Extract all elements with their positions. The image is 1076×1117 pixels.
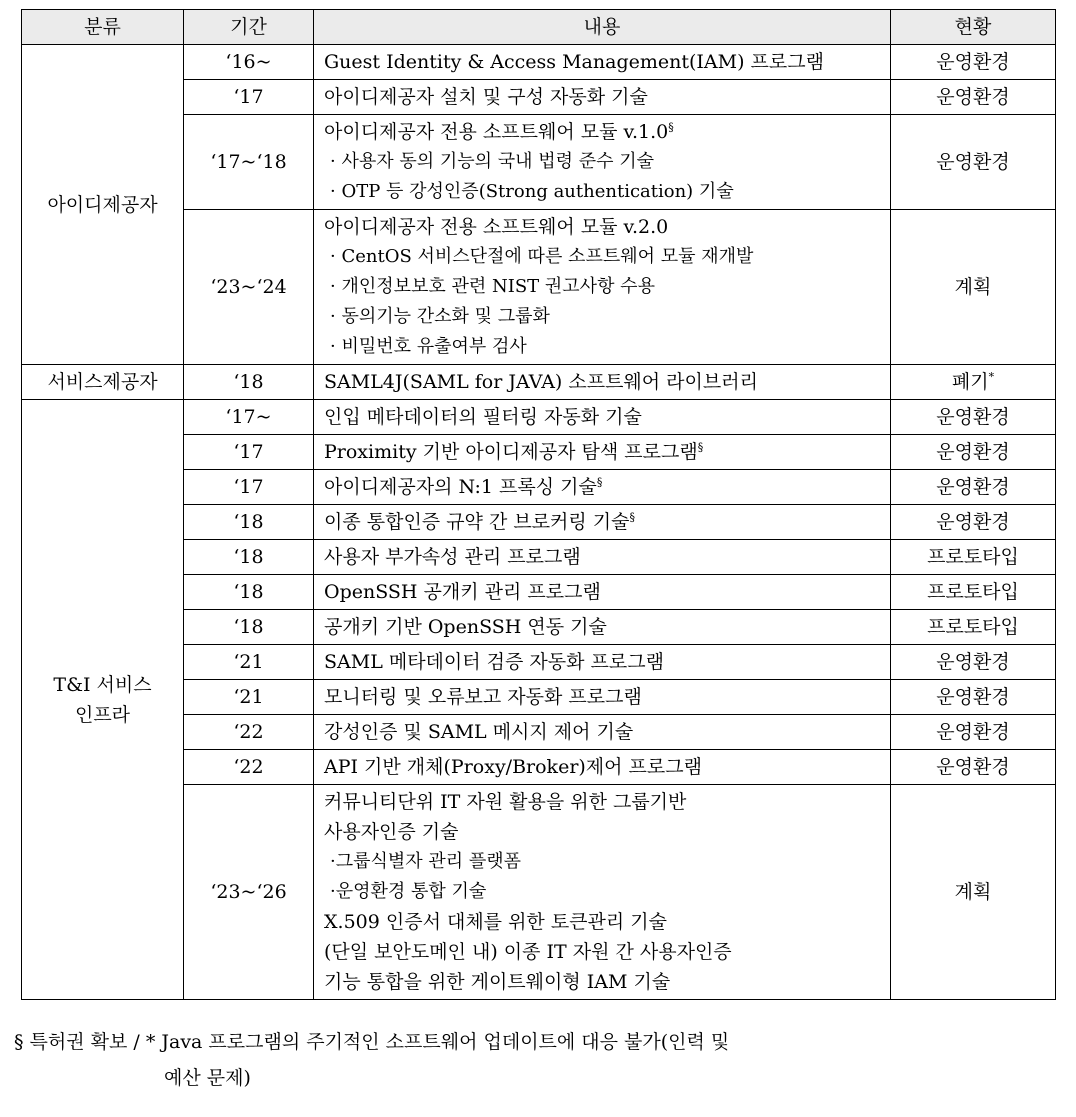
- period-cell: ‘17: [184, 435, 314, 470]
- status-cell: 운영환경: [891, 470, 1056, 505]
- content-cell: 사용자 부가속성 관리 프로그램: [314, 540, 891, 575]
- header-status: 현황: [891, 10, 1056, 45]
- status-cell: 운영환경: [891, 400, 1056, 435]
- header-category: 분류: [22, 10, 184, 45]
- status-cell: 운영환경: [891, 435, 1056, 470]
- status-cell: 운영환경: [891, 750, 1056, 785]
- patent-mark: §: [629, 510, 636, 524]
- content-cell: 모니터링 및 오류보고 자동화 프로그램: [314, 680, 891, 715]
- header-content: 내용: [314, 10, 891, 45]
- patent-mark: §: [596, 475, 603, 489]
- content-cell: Proximity 기반 아이디제공자 탐색 프로그램§: [314, 435, 891, 470]
- table-row: [22, 365, 1056, 400]
- period-cell: ‘17~‘18: [184, 115, 314, 210]
- status-cell: 운영환경: [891, 115, 1056, 210]
- status-cell: 운영환경: [891, 505, 1056, 540]
- footnote-line-1: § 특허권 확보 / * Java 프로그램의 주기적인 소프트웨어 업데이트에 대응 불가(인력 및: [14, 1031, 730, 1053]
- content-cell: 인입 메타데이터의 필터링 자동화 기술: [314, 400, 891, 435]
- content-cell: Guest Identity & Access Management(IAM) 프로그램: [314, 45, 891, 80]
- header-row: [22, 10, 1056, 45]
- status-cell: 운영환경: [891, 645, 1056, 680]
- period-cell: ‘18: [184, 540, 314, 575]
- period-cell: ‘18: [184, 575, 314, 610]
- patent-mark: §: [697, 440, 704, 454]
- period-cell: ‘23~‘24: [184, 210, 314, 365]
- footnote: [14, 1024, 1074, 1096]
- status-cell: 폐기*: [891, 365, 1056, 400]
- period-cell: ‘17~: [184, 400, 314, 435]
- patent-mark: §: [668, 120, 674, 134]
- status-cell: 프로토타입: [891, 540, 1056, 575]
- table-row: [22, 400, 1056, 435]
- period-cell: ‘16~: [184, 45, 314, 80]
- content-cell: 아이디제공자 전용 소프트웨어 모듈 v.2.0 · CentOS 서비스단절에 따른 소프트웨어 모듈 재개발 · 개인정보보호 관련 NIST 권고사항 수용 · 동의기능 간소화 및 그룹화 · 비밀번호 유출여부 검사: [314, 210, 891, 365]
- category-cell-idp: 아이디제공자: [22, 45, 184, 365]
- content-cell: SAML 메타데이터 검증 자동화 프로그램: [314, 645, 891, 680]
- content-cell: OpenSSH 공개키 관리 프로그램: [314, 575, 891, 610]
- period-cell: ‘18: [184, 610, 314, 645]
- status-cell: 운영환경: [891, 680, 1056, 715]
- content-cell: 아이디제공자의 N:1 프록싱 기술§: [314, 470, 891, 505]
- category-cell-infra: T&I 서비스 인프라: [22, 400, 184, 1000]
- content-cell: SAML4J(SAML for JAVA) 소프트웨어 라이브러리: [314, 365, 891, 400]
- content-cell: 강성인증 및 SAML 메시지 제어 기술: [314, 715, 891, 750]
- technology-table: [21, 9, 1056, 1000]
- header-period: 기간: [184, 10, 314, 45]
- period-cell: ‘17: [184, 80, 314, 115]
- status-cell: 프로토타입: [891, 610, 1056, 645]
- status-cell: 운영환경: [891, 80, 1056, 115]
- period-cell: ‘22: [184, 715, 314, 750]
- status-cell: 계획: [891, 210, 1056, 365]
- period-cell: ‘18: [184, 505, 314, 540]
- status-cell: 프로토타입: [891, 575, 1056, 610]
- discontinued-mark: *: [988, 370, 995, 384]
- content-cell: 공개키 기반 OpenSSH 연동 기술: [314, 610, 891, 645]
- period-cell: ‘23~‘26: [184, 785, 314, 1000]
- category-cell-sp: 서비스제공자: [22, 365, 184, 400]
- footnote-line-2: 예산 문제): [164, 1067, 251, 1089]
- content-cell: 커뮤니티단위 IT 자원 활용을 위한 그룹기반 사용자인증 기술 ·그룹식별자 관리 플랫폼 ·운영환경 통합 기술 X.509 인증서 대체를 위한 토큰관리 기술 (단일 보안도메인 내) 이종 IT 자원 간 사용자인증 기능 통합을 위한 게이트웨이형 IAM 기술: [314, 785, 891, 1000]
- period-cell: ‘21: [184, 645, 314, 680]
- table-row: [22, 45, 1056, 80]
- status-cell: 운영환경: [891, 715, 1056, 750]
- period-cell: ‘22: [184, 750, 314, 785]
- status-cell: 계획: [891, 785, 1056, 1000]
- period-cell: ‘18: [184, 365, 314, 400]
- period-cell: ‘17: [184, 470, 314, 505]
- period-cell: ‘21: [184, 680, 314, 715]
- status-cell: 운영환경: [891, 45, 1056, 80]
- content-cell: 아이디제공자 설치 및 구성 자동화 기술: [314, 80, 891, 115]
- content-cell: API 기반 개체(Proxy/Broker)제어 프로그램: [314, 750, 891, 785]
- content-cell: 아이디제공자 전용 소프트웨어 모듈 v.1.0§ · 사용자 동의 기능의 국내 법령 준수 기술 · OTP 등 강성인증(Strong authentication) 기술: [314, 115, 891, 210]
- content-cell: 이종 통합인증 규약 간 브로커링 기술§: [314, 505, 891, 540]
